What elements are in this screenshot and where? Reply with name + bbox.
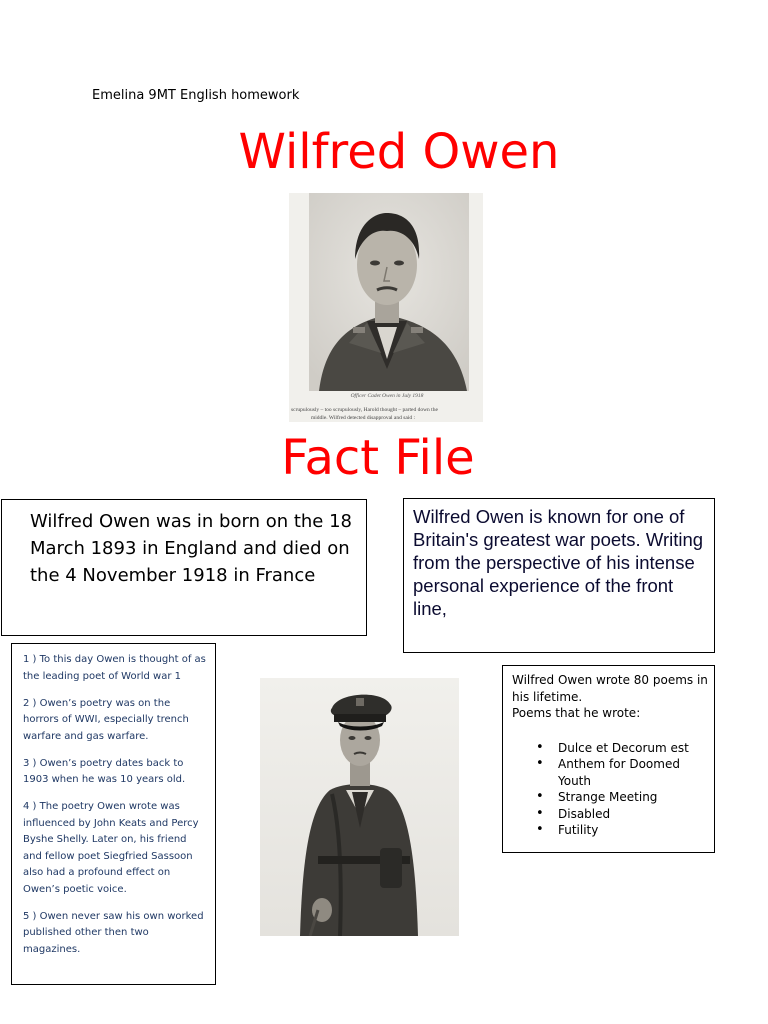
fact-item: 1 ) To this day Owen is thought of as the leading poet of World war 1 (23, 654, 206, 682)
poems-list (512, 740, 708, 839)
photo-caption: Officer Cadet Owen in July 1918 (350, 393, 424, 399)
portrait-photo-cadet (289, 193, 483, 422)
fact-item: 5 ) Owen never saw his own worked published other then two magazines. (23, 910, 204, 955)
fact-item: 3 ) Owen’s poetry dates back to 1903 when he was 10 years old. (23, 757, 186, 785)
photo-book-text-line2: middle. Wilfred detected disapproval and said : (311, 415, 415, 421)
facts-list-box (11, 643, 216, 985)
photo-book-text-line1: scrupulously – too scrupulously, Harold thought – parted down the (291, 407, 438, 413)
fact-item: 4 ) The poetry Owen wrote was influenced by John Keats and Percy Byshe Shelly. Later on, his friend and fellow poet Siegfried Sassoon also had a profound effect on Owen’s poetic voice. (23, 801, 199, 895)
fact-item: 2 ) Owen’s poetry was on the horrors of WWI, especially trench warfare and gas warfare. (23, 697, 189, 742)
birth-death-text: Wilfred Owen was in born on the 18 March 1893 in England and died on the 4 November 1918 in France (30, 511, 353, 586)
birth-death-box (1, 499, 367, 636)
portrait-officer-image (260, 678, 459, 936)
known-for-text: Wilfred Owen is known for one of Britain's greatest war poets. Writing from the perspective of his intense personal experience of the front line, (413, 506, 704, 619)
page-title: Wilfred Owen (238, 124, 560, 180)
poem-item: • Strange Meeting (558, 789, 708, 806)
section-title: Fact File (281, 430, 475, 486)
portrait-cadet-image (289, 193, 483, 422)
poem-item: • Futility (558, 822, 708, 839)
poem-item: • Disabled (558, 806, 708, 823)
header-note: Emelina 9MT English homework (92, 88, 300, 103)
poem-item: • Dulce et Decorum est (558, 740, 708, 757)
poems-intro: Wilfred Owen wrote 80 poems in his lifetime. (512, 673, 708, 704)
poems-lead: Poems that he wrote: (512, 706, 641, 720)
poems-box (502, 665, 715, 853)
poem-item: • Anthem for Doomed Youth (558, 756, 708, 789)
portrait-photo-officer (260, 678, 459, 936)
known-for-box (403, 498, 715, 653)
